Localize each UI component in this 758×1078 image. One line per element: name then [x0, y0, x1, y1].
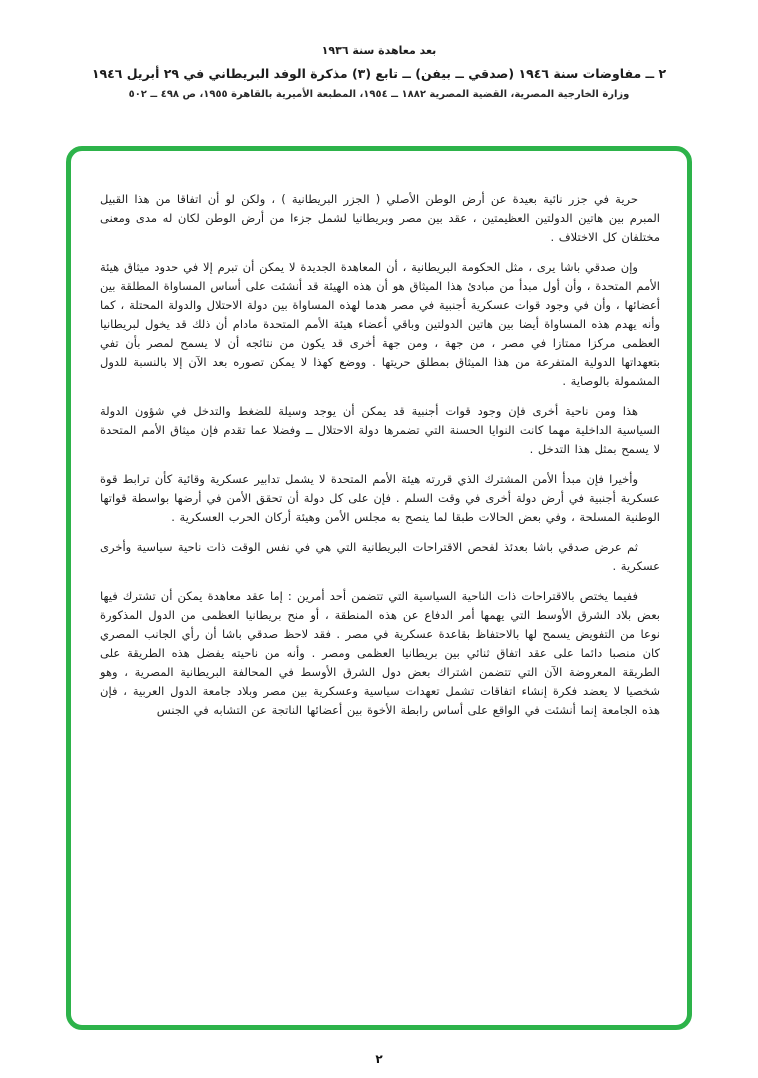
body-paragraph: وإن صدقي باشا يرى ، مثل الحكومة البريطانية ، أن المعاهدة الجديدة لا يمكن أن تبرم إلا في حدود ميثاق هيئة الأمم المتحدة ، وأن أول مبدأ من مبادئ هذا الميثاق هو أن هذه الهيئة قد أنشئت على أساس المساواة المطلقة بين أعضائها ، وأن في وجود قوات عسكرية أجنبية في مصر هدما لهذه المساواة بين دولة الاحتلال والدولة المحتلة ، كما وأنه يهدم هذه المساواة أيضا بين هاتين الدولتين وباقي أعضاء هيئة الأمم المتحدة مادام أن ذلك قد يخول لبريطانيا العظمى مركزا ممتازا في مصر ، من جهة ، ومن جهة أخرى قد يكون من نتائجه أن لا يسمح لمصر بأن تفي بتعهداتها الدولية المتفرعة من هذا الميثاق بمطلق حريتها . ووضع كهذا لا يمكن تصوره بعد الآن إلا بالنسبة للدول المشمولة بالوصاية .	[100, 260, 660, 388]
body-paragraph: حرية في جزر نائية بعيدة عن أرض الوطن الأصلي ( الجزر البريطانية ) ، ولكن لو أن اتفاقا من هذا القبيل المبرم بين هاتين الدولتين العظيمتين ، عقد بين مصر وبريطانيا لشمل جزءا من أرض الوطن لكان له مدى ومعنى مختلفان كل الاختلاف .	[100, 192, 660, 244]
body-paragraph: وأخيرا فإن مبدأ الأمن المشترك الذي قررته هيئة الأمم المتحدة لا يشمل تدابير عسكرية وقائية كأن ترابط قوة عسكرية أجنبية في أرض دولة أخرى في وقت السلم . فإن على كل دولة أن تحقق الأمن في أرضها بواسطة قواتها الوطنية المسلحة ، وفي بعض الحالات طبقا لما ينصح به مجلس الأمن وهيئة أركان الحرب العسكرية .	[100, 472, 660, 524]
body-paragraph: ففيما يختص بالاقتراحات ذات الناحية السياسية التي تتضمن أحد أمرين : إما عقد معاهدة يمكن أن تشترك فيها بعض بلاد الشرق الأوسط التي يهمها أمر الدفاع عن هذه المنطقة ، أو منح بريطانيا العظمى من الدول المذكورة نوعا من التفويض يسمح لها بالاحتفاظ بقاعدة عسكرية في مصر . فقد لاحظ صدقي باشا أن رأي الجانب المصري كان منصبا دائما على عقد اتفاق ثنائي بين بريطانيا العظمى ومصر . وأنه من ناحيته يفضل هذه الطريقة على الطريقة المعروضة الآن التي تتضمن اشتراك بعض دول الشرق الأوسط في المحالفة البريطانية المصرية ، وهو شخصيا لا يعضد فكرة إنشاء اتفاقات تشمل تعهدات سياسية وعسكرية بين مصر وبلاد جامعة الدول العربية ، فإن هذه الجامعة إنما أنشئت في الواقع على أساس رابطة الأخوة بين أعضائها الناتجة عن التشابه في الجنس	[100, 589, 660, 717]
page-number: ٢	[375, 1052, 383, 1066]
page-header	[0, 44, 758, 100]
header-source-line: وزارة الخارجية المصرية، القضية المصرية ١٨٨٢ ــ ١٩٥٤، المطبعة الأميرية بالقاهرة ١٩٥٥، ص ٤٩٨ ــ ٥٠٢	[128, 89, 630, 100]
document-body	[100, 190, 660, 731]
body-paragraph: ثم عرض صدقي باشا بعدئذ لفحص الاقتراحات البريطانية التي هي في نفس الوقت ذات ناحية سياسية وأخرى عسكرية .	[100, 540, 660, 573]
header-title-line: ٢ ــ مفاوضات سنة ١٩٤٦ (صدقي ــ بيفن) ــ تابع (٣) مذكرة الوفد البريطاني في ٢٩ أبريل ١٩٤٦	[91, 66, 667, 81]
header-context-line: بعد معاهدة سنة ١٩٣٦	[321, 44, 437, 57]
body-paragraph: هذا ومن ناحية أخرى فإن وجود قوات أجنبية قد يمكن أن يوجد وسيلة للضغط والتدخل في شؤون الدولة السياسية الداخلية مهما كانت النوايا الحسنة التي تضمرها دولة الاحتلال ــ وفضلا عما تقدم فإن ميثاق الأمم المتحدة لا يسمح بمثل هذا التدخل .	[100, 404, 660, 456]
